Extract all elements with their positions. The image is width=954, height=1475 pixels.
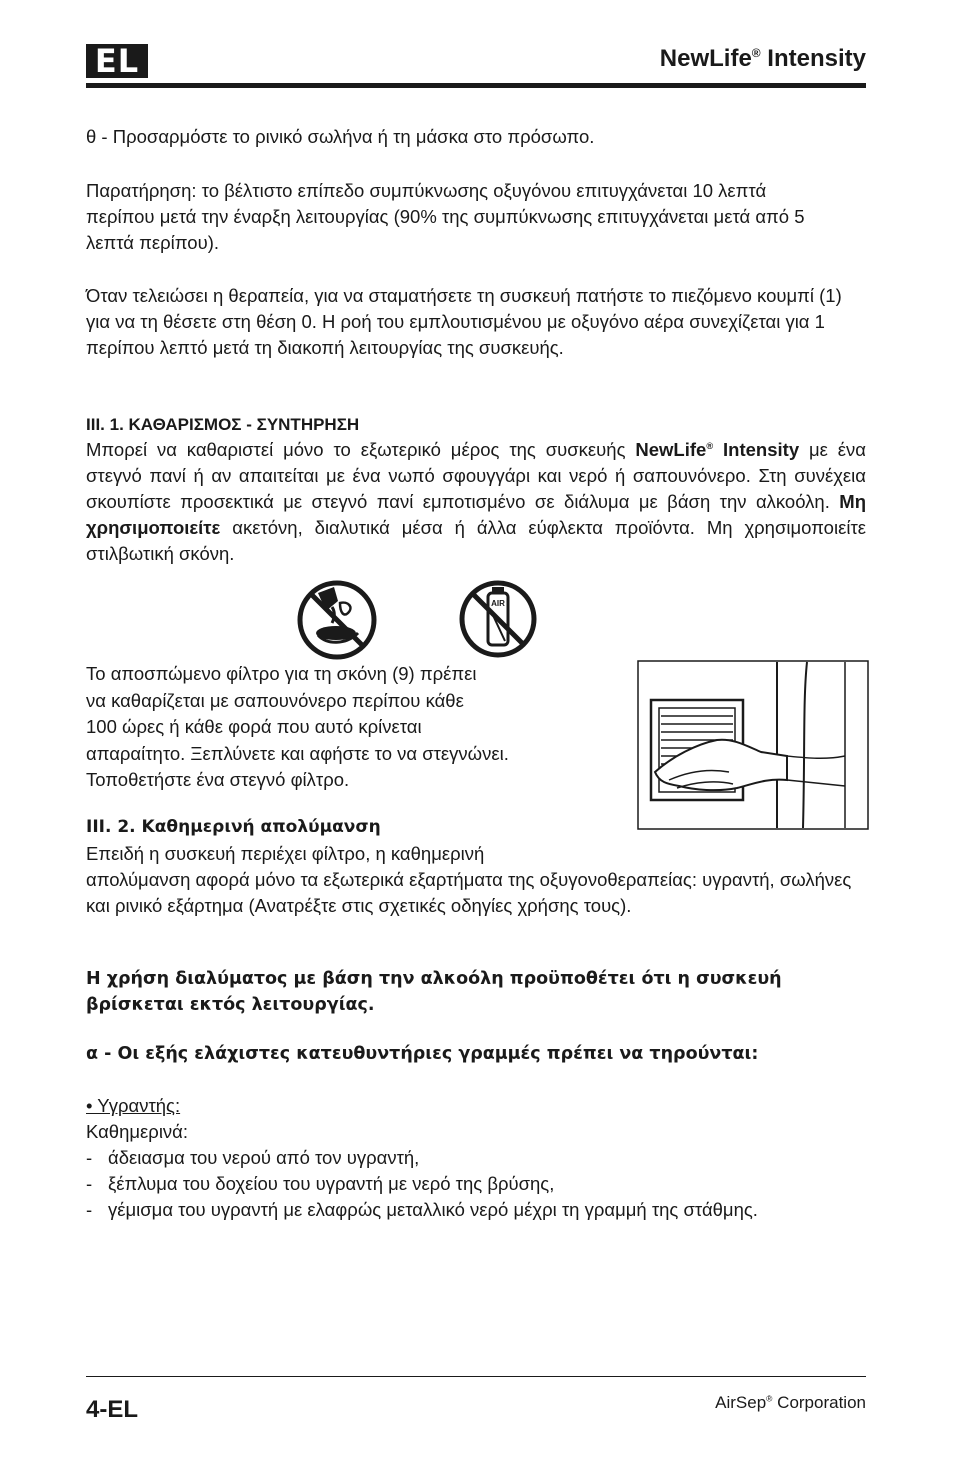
list-item (86, 1171, 866, 1197)
page-number: 4-EL (86, 1396, 139, 1423)
list-item-text: άδειασμα του νερού από τον υγραντή, (108, 1147, 420, 1168)
alcohol-warning: Η χρήση διαλύματος με βάση την αλκοόλη προϋποθέτει ότι η συσκευή βρίσκεται εκτός λειτουργίας. (86, 969, 782, 1015)
cleaning-do-not-use: Μη χρησιμοποιείτε (86, 491, 866, 538)
cleaning-text-2: με ένα στεγνό πανί ή αν απαιτείται με ένα νωπό σφουγγάρι και νερό ή σαπουνόνερο. Στη συνέχεια σκουπίστε προσεκτικά με στεγνό πανί εμποτισμένο σε διάλυμα με βάση την αλκοόλη. (86, 439, 866, 512)
company-suffix: Corporation (772, 1393, 866, 1412)
language-badge: EL (86, 44, 148, 78)
filter-cleaning-illustration (637, 660, 869, 830)
guidelines-heading: α - Οι εξής ελάχιστες κατευθυντήριες γραμμές πρέπει να τηρούνται: (86, 1044, 759, 1064)
spray-label: AIR (491, 599, 505, 608)
filter-line: απαραίτητο. Ξεπλύνετε και αφήστε το να στεγνώνει. (86, 742, 509, 764)
footer-company (715, 1392, 866, 1414)
company-name: AirSep (715, 1393, 767, 1412)
company-registered-mark: ® (766, 1393, 773, 1404)
paragraph-stop-device: Όταν τελειώσει η θεραπεία, για να σταματήσετε τη συσκευή πατήστε το πιεζόμενο κουμπί (1) για να τη θέσετε στη θέση 0. Η ροή του εμπλουτισμένου με οξυγόνο αέρα συνεχίζεται για 1 περίπου λεπτό μετά τη διακοπή λειτουργίας της συσκευής. (86, 285, 842, 358)
list-dash: - (86, 1147, 93, 1168)
list-item-text: γέμισμα του υγραντή με ελαφρώς μεταλλικό νερό μέχρι τη γραμμή της στάθμης. (108, 1199, 758, 1220)
title-registered-mark: ® (751, 46, 761, 60)
heading-cleaning: III. 1. ΚΑΘΑΡΙΣΜΟΣ - ΣΥΝΤΗΡΗΣΗ (86, 415, 360, 434)
paragraph-note: Παρατήρηση: το βέλτιστο επίπεδο συμπύκνωσης οξυγόνου επιτυγχάνεται 10 λεπτά περίπου μετά την έναρξη λειτουργίας (90% της συμπύκνωσης επιτυγχάνεται μετά από 5 λεπτά περίπου). (86, 180, 805, 253)
heading-daily-disinfection: III. 2. Καθημερινή απολύμανση (86, 817, 381, 837)
filter-line: να καθαρίζεται με σαπουνόνερο περίπου κάθε (86, 689, 464, 711)
humidifier-label: • Υγραντής: (86, 1095, 181, 1116)
no-aerosol-spray-icon (458, 579, 538, 659)
list-dash: - (86, 1173, 93, 1194)
daily-line-1: Επειδή η συσκευή περιέχει φίλτρο, η καθημερινή (86, 843, 485, 864)
humidifier-section (86, 1093, 866, 1223)
title-brand: NewLife (659, 45, 752, 72)
filter-line: 100 ώρες ή κάθε φορά που αυτό κρίνεται (86, 716, 422, 737)
cleaning-brand: NewLife (635, 439, 707, 460)
title-product: Intensity (760, 45, 866, 72)
list-item-text: ξέπλυμα του δοχείου του υγραντή με νερό της βρύσης, (108, 1173, 555, 1194)
list-item (86, 1197, 788, 1223)
list-dash: - (86, 1199, 93, 1220)
paragraph-cleaning (86, 437, 866, 567)
cleaning-product: Intensity (713, 439, 800, 460)
no-liquid-pouring-icon (296, 579, 378, 661)
paragraph-filter (86, 661, 626, 794)
header-rule (86, 83, 866, 88)
cleaning-text-1: Μπορεί να καθαριστεί μόνο το εξωτερικό μέρος της συσκευής (86, 439, 636, 460)
filter-line: Τοποθετήστε ένα στεγνό φίλτρο. (86, 769, 350, 790)
document-title (660, 44, 866, 74)
paragraph-adjust-cannula: θ - Προσαρμόστε το ρινικό σωλήνα ή τη μάσκα στο πρόσωπο. (86, 126, 595, 147)
cleaning-text-3: ακετόνη, διαλυτικά μέσα ή άλλα εύφλεκτα προϊόντα. Μη χρησιμοποιείτε στιλβωτική σκόνη. (86, 517, 866, 564)
footer-rule (86, 1376, 866, 1377)
daily-label: Καθημερινά: (86, 1121, 189, 1142)
cleaning-registered-mark: ® (706, 440, 714, 451)
list-item (86, 1145, 866, 1171)
filter-line: Το αποσπώμενο φίλτρο για τη σκόνη (9) πρέπει (86, 663, 477, 684)
paragraph-daily-disinfection: απολύμανση αφορά μόνο τα εξωτερικά εξαρτήματα της οξυγονοθεραπείας: υγραντή, σωλήνες και ρινικό εξάρτημα (Ανατρέξτε στις σχετικές οδηγίες χρήσης τους). (86, 869, 852, 916)
